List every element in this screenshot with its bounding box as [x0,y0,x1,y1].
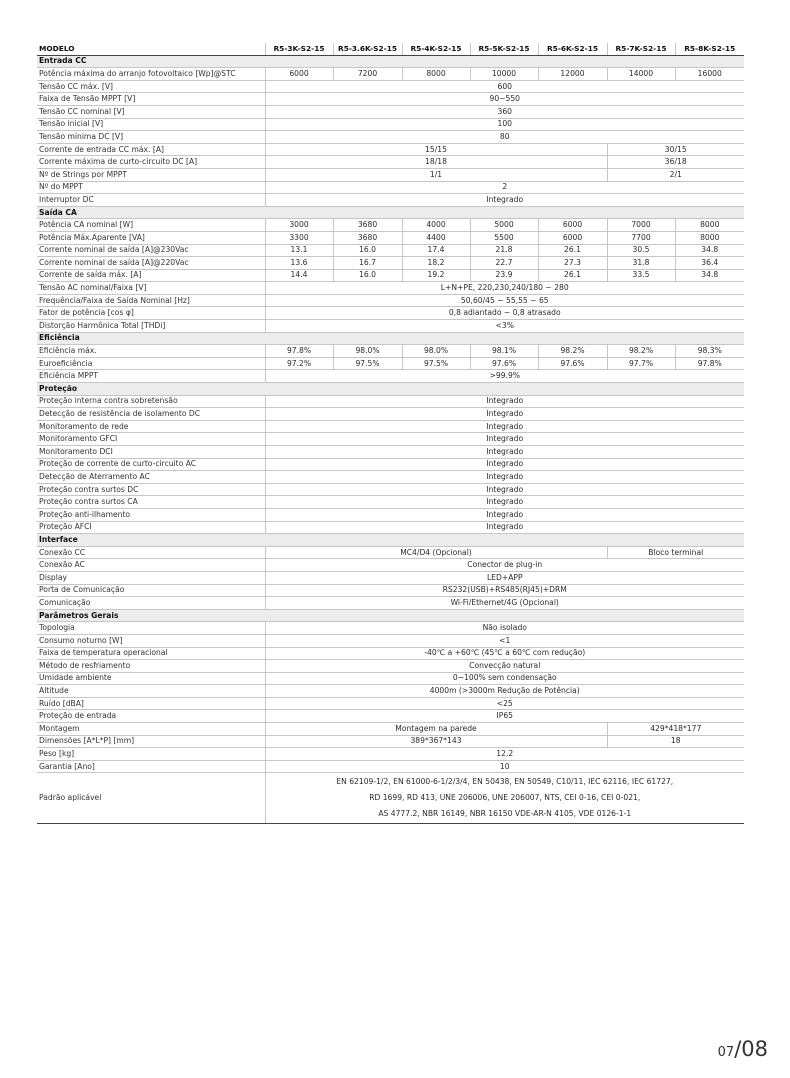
page-number [718,1037,768,1061]
spec-value: 389*367*143 [265,735,607,748]
spec-row [37,320,744,333]
spec-value: L+N+PE, 220,230,240/180 ~ 280 [265,282,744,295]
spec-value: 3300 [265,231,333,244]
spec-row [37,420,744,433]
section-row [37,383,744,396]
standard-line: AS 4777.2, NBR 16149, NBR 16150 VDE-AR-N 4105, VDE 0126-1-1 [378,809,632,819]
spec-value: 18.2 [402,257,470,270]
spec-label: Eficiência máx. [37,345,265,358]
spec-value: 36/18 [607,156,744,169]
spec-row [37,219,744,232]
spec-label: Montagem [37,723,265,736]
standards-cell [265,773,744,824]
spec-value: 13.1 [265,244,333,257]
spec-label: Faixa de temperatura operacional [37,647,265,660]
spec-row [37,269,744,282]
spec-row [37,647,744,660]
spec-row [37,156,744,169]
spec-row [37,131,744,144]
spec-label: Topologia [37,622,265,635]
spec-row [37,446,744,459]
model-header: MODELO [37,43,265,55]
spec-row [37,471,744,484]
spec-value: 34.8 [675,244,744,257]
spec-value: 98.0% [402,345,470,358]
spec-row [37,105,744,118]
spec-value: >99.9% [265,370,744,383]
spec-value: 5500 [470,231,538,244]
spec-row [37,357,744,370]
spec-row [37,672,744,685]
spec-label: Euroeficiência [37,357,265,370]
spec-label: Peso [kg] [37,748,265,761]
spec-value: 98.3% [675,345,744,358]
spec-label: Corrente nominal de saída [A]@220Vac [37,257,265,270]
spec-row [37,345,744,358]
spec-row [37,521,744,534]
spec-value: Integrado [265,496,744,509]
section-title: Eficiência [37,332,744,345]
spec-value: 360 [265,105,744,118]
section-row [37,206,744,219]
spec-value: Integrado [265,458,744,471]
spec-value: 18 [607,735,744,748]
spec-value: 50,60/45 ~ 55,55 ~ 65 [265,294,744,307]
spec-value: 14000 [607,68,675,81]
spec-row [37,257,744,270]
spec-row [37,433,744,446]
section-title: Proteção [37,383,744,396]
spec-value: 98.0% [333,345,402,358]
spec-value: 6000 [538,219,607,232]
spec-value: 3680 [333,219,402,232]
spec-label: Consumo noturno [W] [37,634,265,647]
spec-label: Corrente nominal de saída [A]@230Vac [37,244,265,257]
spec-value: Integrado [265,420,744,433]
spec-value: 97.2% [265,357,333,370]
model-column-header: R5-5K-S2-15 [470,43,538,55]
page-current: 07 [717,1045,735,1060]
spec-label: Proteção interna contra sobretensão [37,395,265,408]
spec-value: 16.0 [333,244,402,257]
spec-row [37,571,744,584]
spec-value: LED+APP [265,571,744,584]
model-column-header: R5-3K-S2-15 [265,43,333,55]
spec-row [37,408,744,421]
spec-value: 22.7 [470,257,538,270]
spec-label: Tensão AC nominal/Faixa [V] [37,282,265,295]
spec-row [37,760,744,773]
spec-row [37,773,744,824]
spec-row [37,697,744,710]
spec-label: Porta de Comunicação [37,584,265,597]
spec-value: 97.5% [333,357,402,370]
spec-row [37,634,744,647]
spec-label: Eficiência MPPT [37,370,265,383]
spec-value: 98.1% [470,345,538,358]
section-row [37,609,744,622]
spec-label: Monitoramento DCI [37,446,265,459]
page-total: 08 [741,1037,768,1061]
spec-value: Não isolado [265,622,744,635]
spec-label: Detecção de Aterramento AC [37,471,265,484]
spec-value: 8000 [402,68,470,81]
spec-value: Montagem na parede [265,723,607,736]
section-title: Interface [37,534,744,547]
spec-value: Conector de plug-in [265,559,744,572]
spec-label: Comunicação [37,597,265,610]
spec-value: 600 [265,80,744,93]
spec-value: 14.4 [265,269,333,282]
spec-row [37,622,744,635]
spec-value: 3000 [265,219,333,232]
spec-value: Integrado [265,446,744,459]
spec-label: Detecção de resistência de isolamento DC [37,408,265,421]
spec-label: Nº de Strings por MPPT [37,168,265,181]
spec-row [37,483,744,496]
spec-label: Corrente máxima de curto-circuito DC [A] [37,156,265,169]
spec-value: 16.7 [333,257,402,270]
spec-value: 100 [265,118,744,131]
spec-label: Fator de potência [cos φ] [37,307,265,320]
spec-row [37,231,744,244]
spec-value: Bloco terminal [607,546,744,559]
spec-value: 429*418*177 [607,723,744,736]
spec-label: Interruptor DC [37,194,265,207]
spec-label: Display [37,571,265,584]
spec-label: Proteção de entrada [37,710,265,723]
spec-row [37,748,744,761]
spec-label: Corrente de entrada CC máx. [A] [37,143,265,156]
spec-value: 90~550 [265,93,744,106]
spec-value: 7200 [333,68,402,81]
spec-value: 6000 [538,231,607,244]
spec-row [37,244,744,257]
spec-row [37,723,744,736]
spec-label: Proteção de corrente de curto-circuito AC [37,458,265,471]
header-row [37,43,744,55]
spec-value: -40℃ a +60℃ (45℃ a 60℃ com redução) [265,647,744,660]
spec-row [37,710,744,723]
spec-value: Integrado [265,408,744,421]
spec-label: Potência máxima do arranjo fotovoltaico [Wp]@STC [37,68,265,81]
spec-row [37,370,744,383]
spec-value: Integrado [265,483,744,496]
spec-row [37,508,744,521]
spec-label: Monitoramento GFCI [37,433,265,446]
spec-value: <1 [265,634,744,647]
model-column-header: R5-8K-S2-15 [675,43,744,55]
spec-label: Tensão inicial [V] [37,118,265,131]
spec-value: 26.1 [538,244,607,257]
spec-label: Proteção AFCI [37,521,265,534]
spec-value: 97.6% [470,357,538,370]
spec-value: 34.8 [675,269,744,282]
spec-value: 97.8% [675,357,744,370]
spec-value: 8000 [675,231,744,244]
spec-value: 7700 [607,231,675,244]
spec-value: 19.2 [402,269,470,282]
spec-value: 98.2% [607,345,675,358]
spec-value: 33.5 [607,269,675,282]
spec-label: Faixa de Tensão MPPT [V] [37,93,265,106]
section-row [37,332,744,345]
spec-value: 23.9 [470,269,538,282]
spec-row [37,68,744,81]
section-row [37,534,744,547]
spec-value: <25 [265,697,744,710]
spec-value: 30/15 [607,143,744,156]
section-row [37,55,744,68]
spec-value: 12000 [538,68,607,81]
model-column-header: R5-6K-S2-15 [538,43,607,55]
section-title: Saída CA [37,206,744,219]
spec-value: 2 [265,181,744,194]
spec-label: Proteção contra surtos CA [37,496,265,509]
spec-row [37,80,744,93]
spec-row [37,395,744,408]
spec-value: 0~100% sem condensação [265,672,744,685]
spec-value: 97.5% [402,357,470,370]
spec-body [37,55,744,824]
spec-value: 16000 [675,68,744,81]
spec-row [37,559,744,572]
spec-value: 4000m (>3000m Redução de Potência) [265,685,744,698]
standard-line: RD 1699, RD 413, UNE 206006, UNE 206007, NTS, CEI 0-16, CEI 0-021, [369,793,641,803]
spec-row [37,143,744,156]
spec-label: Ruído [dBA] [37,697,265,710]
spec-value: Integrado [265,471,744,484]
spec-value: 16.0 [333,269,402,282]
spec-label: Tensão CC máx. [V] [37,80,265,93]
spec-row [37,660,744,673]
spec-row [37,93,744,106]
spec-value: 4400 [402,231,470,244]
spec-row [37,458,744,471]
spec-label: Altitude [37,685,265,698]
spec-row [37,546,744,559]
spec-label: Dimensões [A*L*P] [mm] [37,735,265,748]
spec-table [37,43,744,824]
spec-value: MC4/D4 (Opcional) [265,546,607,559]
spec-label: Método de resfriamento [37,660,265,673]
spec-label: Proteção anti-ilhamento [37,508,265,521]
spec-label: Conexão CC [37,546,265,559]
spec-row [37,294,744,307]
spec-value: 3680 [333,231,402,244]
spec-value: 31.8 [607,257,675,270]
spec-label: Tensão mínima DC [V] [37,131,265,144]
spec-value: 17.4 [402,244,470,257]
spec-value: Integrado [265,194,744,207]
spec-label: Potência CA nominal [W] [37,219,265,232]
section-title: Parâmetros Gerais [37,609,744,622]
spec-value: 4000 [402,219,470,232]
spec-row [37,307,744,320]
spec-value: 2/1 [607,168,744,181]
model-column-header: R5-4K-S2-15 [402,43,470,55]
spec-row [37,685,744,698]
section-title: Entrada CC [37,55,744,68]
spec-label: Distorção Harmônica Total [THDi] [37,320,265,333]
spec-value: 18/18 [265,156,607,169]
spec-value: 1/1 [265,168,607,181]
spec-value: 5000 [470,219,538,232]
spec-value: Integrado [265,508,744,521]
spec-value: 97.8% [265,345,333,358]
model-column-header: R5-3.6K-S2-15 [333,43,402,55]
spec-value: Integrado [265,395,744,408]
model-column-header: R5-7K-S2-15 [607,43,675,55]
spec-label: Frequência/Faixa de Saída Nominal [Hz] [37,294,265,307]
spec-value: 21.8 [470,244,538,257]
spec-label: Potência Máx.Aparente [VA] [37,231,265,244]
spec-label: Proteção contra surtos DC [37,483,265,496]
spec-row [37,597,744,610]
spec-value: 97.6% [538,357,607,370]
spec-label: Tensão CC nominal [V] [37,105,265,118]
spec-value: RS232(USB)+RS485(RJ45)+DRM [265,584,744,597]
spec-value: 15/15 [265,143,607,156]
spec-row [37,181,744,194]
spec-value: 0,8 adiantado ~ 0,8 atrasado [265,307,744,320]
spec-value: 26.1 [538,269,607,282]
spec-value: 36.4 [675,257,744,270]
spec-value: Integrado [265,433,744,446]
spec-value: 6000 [265,68,333,81]
spec-value: 8000 [675,219,744,232]
spec-value: 10 [265,760,744,773]
spec-label: Nº do MPPT [37,181,265,194]
spec-value: 12.2 [265,748,744,761]
spec-value: Wi-Fi/Ethernet/4G (Opcional) [265,597,744,610]
spec-label: Corrente de saída máx. [A] [37,269,265,282]
spec-row [37,282,744,295]
spec-value: IP65 [265,710,744,723]
spec-value: 80 [265,131,744,144]
spec-row [37,168,744,181]
spec-label: Garantia [Ano] [37,760,265,773]
spec-row [37,118,744,131]
page-separator: / [734,1037,742,1061]
spec-value: 97.7% [607,357,675,370]
spec-label: Padrão aplicável [37,773,265,824]
spec-value: Convecção natural [265,660,744,673]
spec-label: Conexão AC [37,559,265,572]
spec-value: Integrado [265,521,744,534]
spec-value: 27.3 [538,257,607,270]
spec-value: 13.6 [265,257,333,270]
spec-row [37,496,744,509]
spec-value: 7000 [607,219,675,232]
spec-label: Umidade ambiente [37,672,265,685]
spec-row [37,584,744,597]
spec-value: <3% [265,320,744,333]
spec-value: 98.2% [538,345,607,358]
standard-line: EN 62109-1/2, EN 61000-6-1/2/3/4, EN 50438, EN 50549, C10/11, IEC 62116, IEC 61727, [336,777,674,787]
spec-label: Monitoramento de rede [37,420,265,433]
spec-row [37,735,744,748]
spec-row [37,194,744,207]
spec-value: 30.5 [607,244,675,257]
spec-value: 10000 [470,68,538,81]
